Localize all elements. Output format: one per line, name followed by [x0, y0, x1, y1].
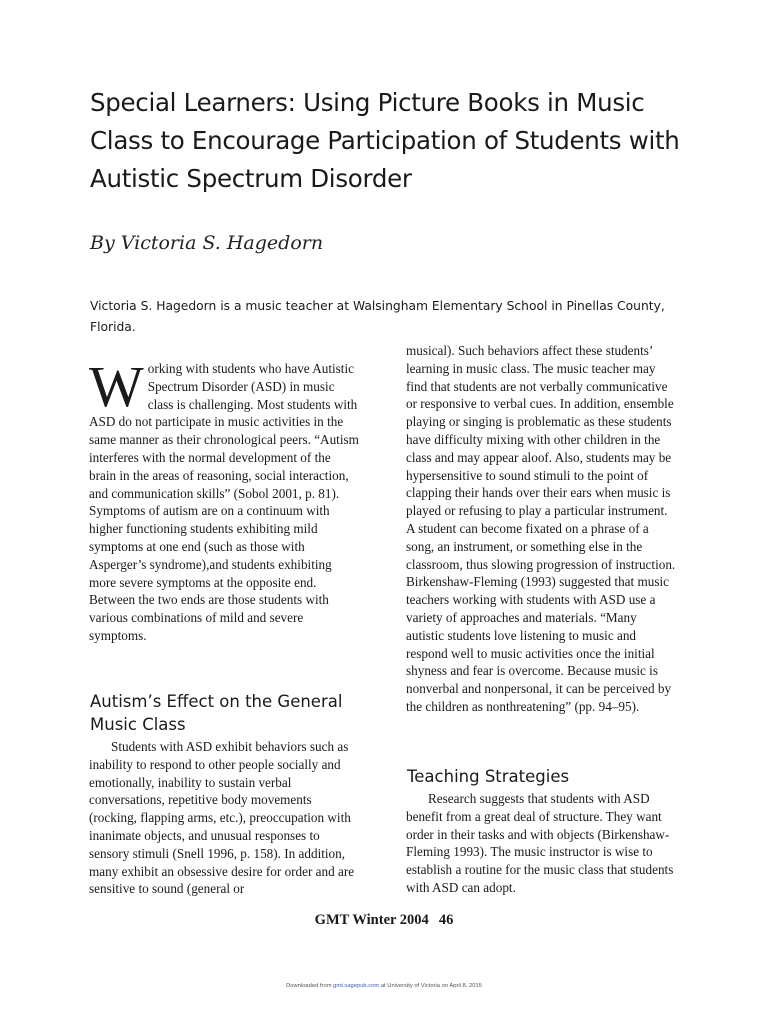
download-suffix: at University of Victoria on April 8, 2015	[379, 983, 482, 989]
journal-issue: GMT Winter 2004	[314, 912, 429, 928]
byline: By Victoria S. Hagedorn	[90, 232, 324, 254]
section2-paragraph: Research suggests that students with ASD benefit from a great deal of structure. They want order in their tasks and with objects (Birkenshaw-Fleming 1993). The music instructor is wise to establish a routine for the music class that students with ASD can adopt.	[406, 791, 674, 895]
right-column	[406, 342, 678, 716]
download-notice	[0, 983, 768, 989]
page-number: 46	[438, 912, 454, 928]
download-prefix: Downloaded from	[286, 983, 334, 989]
section1-column	[89, 738, 361, 898]
intro-paragraph	[89, 354, 361, 645]
author-note: Victoria S. Hagedorn is a music teacher at Walsingham Elementary School in Pinellas County, Florida.	[90, 299, 665, 334]
article-title: Special Learners: Using Picture Books in Music Class to Encourage Participation of Students with Autistic Spectrum Disorder	[90, 88, 680, 193]
intro-column	[89, 354, 361, 645]
section2-column	[406, 790, 678, 897]
page-footer	[0, 912, 768, 929]
right-column-paragraph: musical). Such behaviors affect these students’ learning in music class. The music teacher may find that students are not verbally communicative or responsive to verbal cues. In addition, ensemble playing or singing is problematic as these students have difficulty mixing with other children in the class and may appear aloof. Also, students may be hypersensitive to sound stimuli to the point of clapping their hands over their ears when music is played or refusing to play a particular instrument. A student can become fixated on a phrase of a song, an instrument, or something else in the classroom, thus slowing progression of instruction. Birkenshaw-Fleming (1993) suggested that music teachers working with students with ASD use a variety of approaches and materials. “Many autistic students love listening to music and respond well to music activities once the initial shyness and fear is overcome. Because music is nonverbal and nonpersonal, it can be perceived by the children as nonthreatening” (pp. 94–95).	[406, 343, 676, 714]
section-heading-autism-effect: Autism’s Effect on the General Music Class	[90, 692, 343, 734]
source-link[interactable]: gmt.sagepub.com	[333, 983, 380, 989]
section-heading-teaching-strategies: Teaching Strategies	[407, 767, 570, 786]
drop-cap: W	[89, 354, 144, 419]
section1-paragraph: Students with ASD exhibit behaviors such as inability to respond to other people socially and emotionally, inability to sustain verbal conversations, repetitive body movements (rocking, flapping arms, etc.), preoccupation with inanimate objects, and unusual responses to sensory stimuli (Snell 1996, p. 158). In addition, many exhibit an obsessive desire for order and are sensitive to sound (general or	[89, 739, 355, 897]
intro-text: orking with students who have Autistic Spectrum Disorder (ASD) in music class is challenging. Most students with ASD do not participate in music activities in the same manner as their chronological peers. “Autism interferes with the normal development of the brain in the areas of reasoning, social interaction, and communication skills” (Sobol 2001, p. 81). Symptoms of autism are on a continuum with higher functioning students exhibiting mild symptoms at one end (such as those with Asperger’s syndrome),and students exhibiting more severe symptoms at the opposite end. Between the two ends are those students with various combinations of mild and severe symptoms.	[89, 361, 359, 643]
